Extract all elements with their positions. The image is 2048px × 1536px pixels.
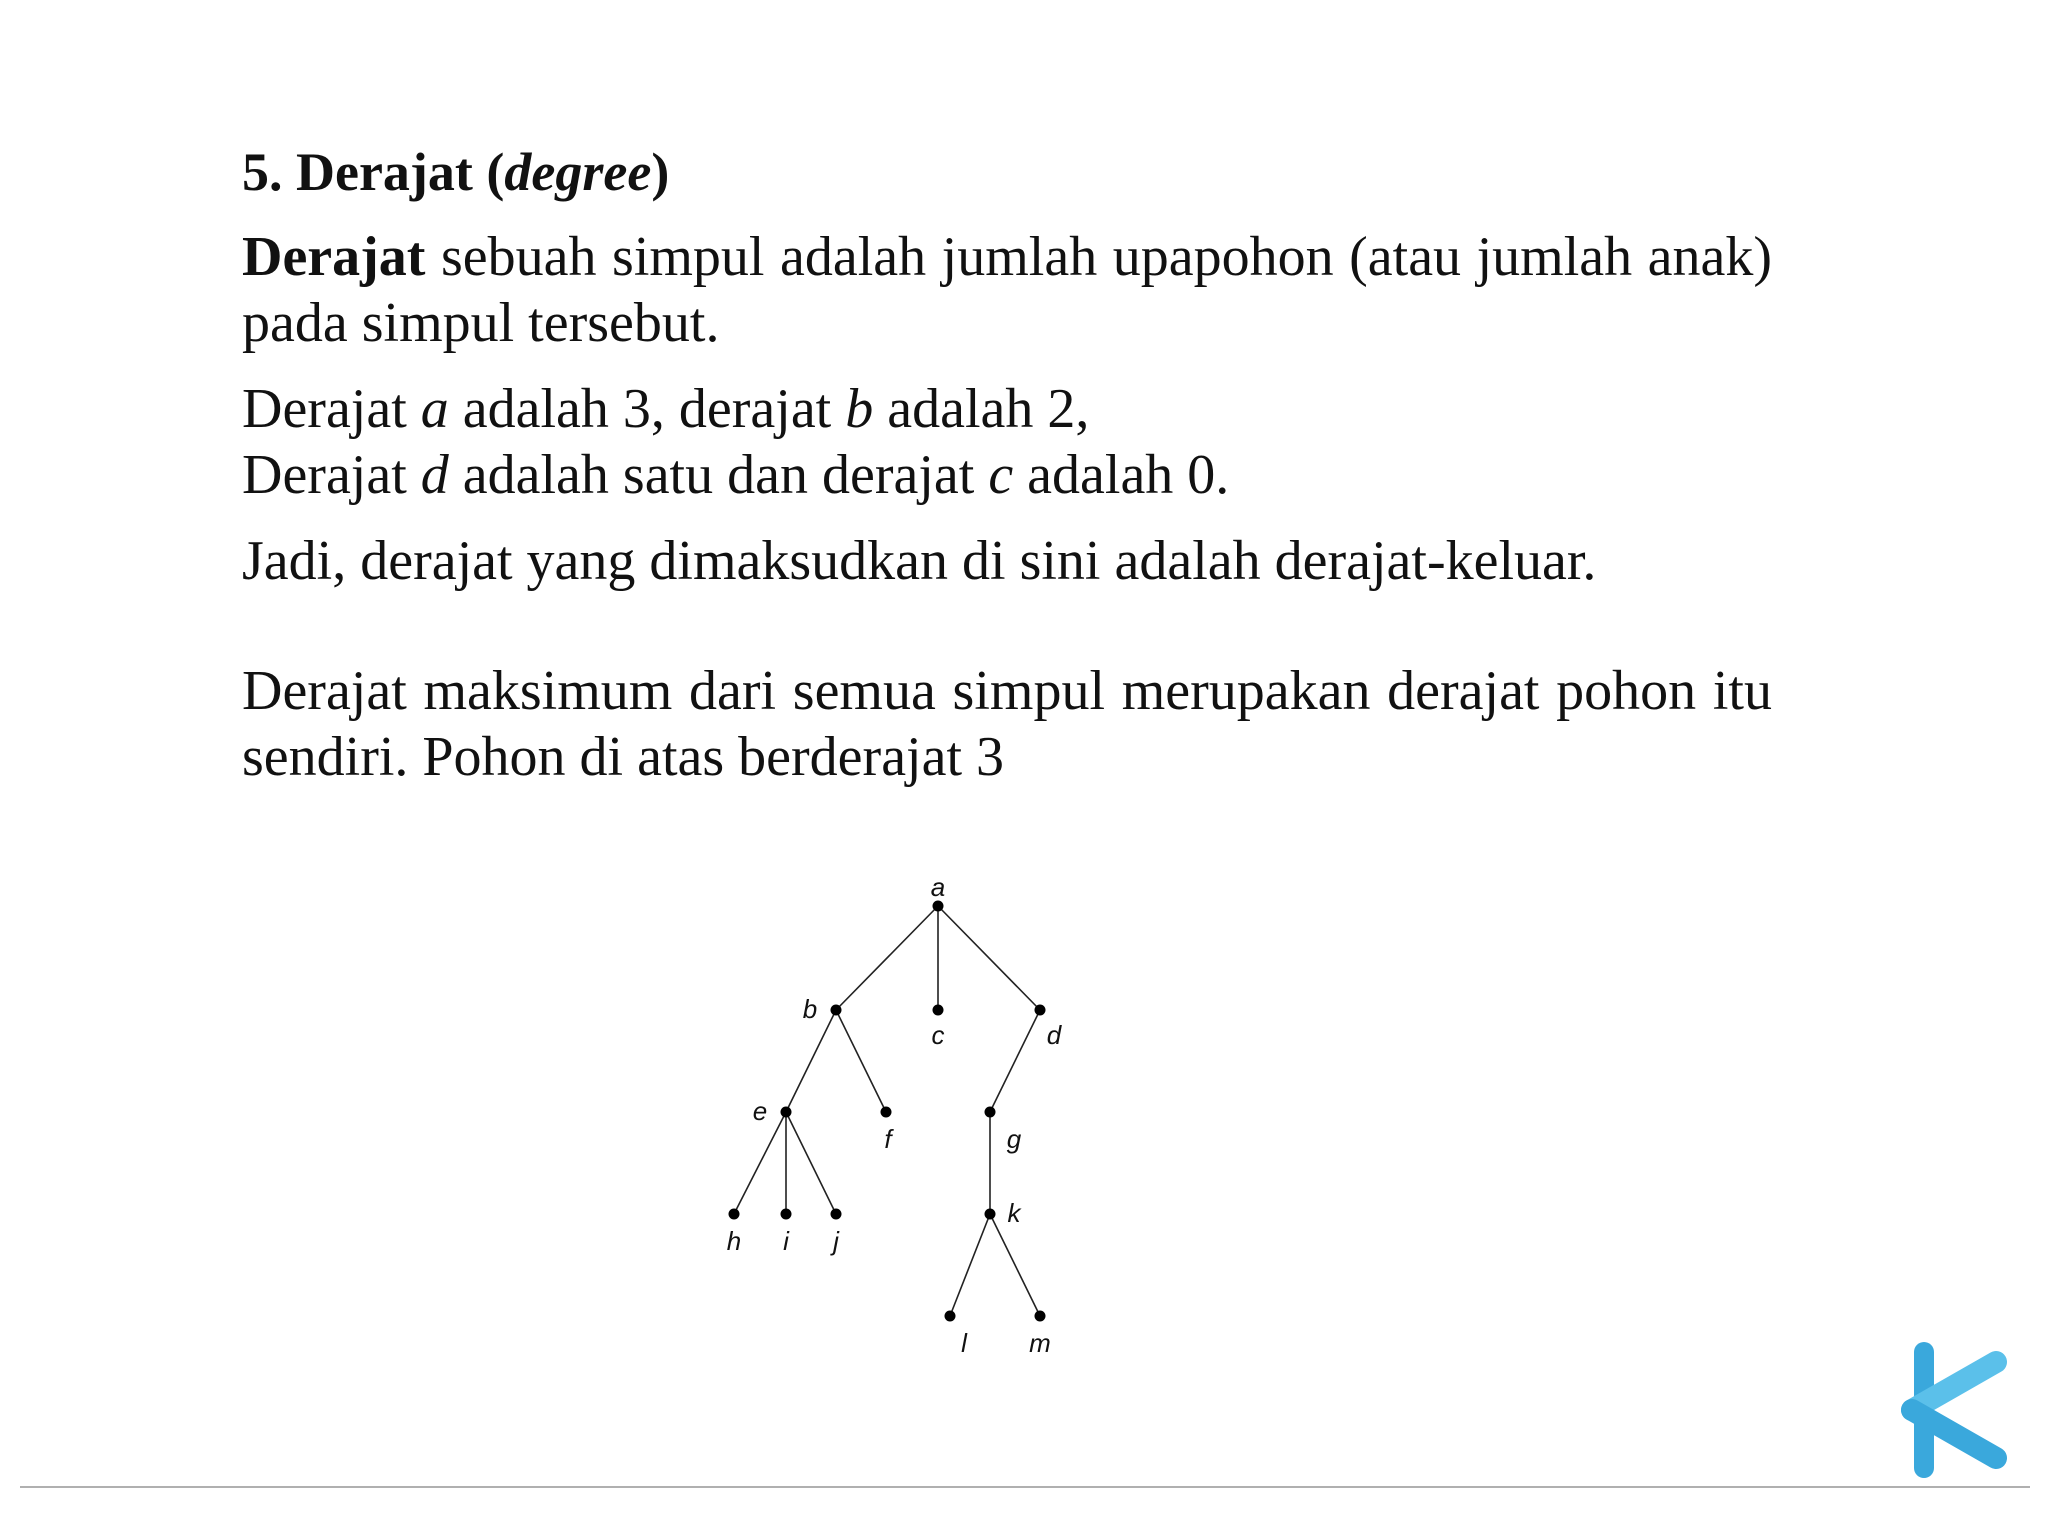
tree-node-label-m: m — [1029, 1328, 1051, 1358]
examples-text: adalah satu dan derajat — [448, 444, 989, 506]
definition-term: Derajat — [242, 226, 426, 288]
tree-node-label-g: g — [1006, 1124, 1022, 1154]
tree-edge-b-f — [836, 1010, 886, 1112]
examples-text: adalah 2, — [873, 378, 1090, 440]
examples-text: Derajat — [242, 444, 421, 506]
tree-node-g — [985, 1107, 996, 1118]
conclusion-paragraph: Jadi, derajat yang dimaksudkan di sini adalah derajat-keluar. — [242, 530, 1597, 592]
examples-var: b — [845, 378, 874, 440]
tree-edge-e-j — [786, 1112, 836, 1214]
tree-edge-k-m — [990, 1214, 1040, 1316]
tree-edge-d-g — [990, 1010, 1040, 1112]
tree-node-l — [945, 1311, 956, 1322]
tree-node-label-a: a — [930, 872, 946, 902]
footer-divider — [20, 1486, 2030, 1488]
tree-node-label-d: d — [1046, 1020, 1062, 1050]
heading-term: degree — [504, 142, 652, 202]
examples-text: adalah 3, derajat — [448, 378, 846, 440]
max-degree-paragraph: Derajat maksimum dari semua simpul merupakan derajat pohon itu sendiri. Pohon di atas berderajat 3 — [242, 660, 1772, 788]
examples-text: adalah 0. — [1013, 444, 1230, 506]
tree-node-label-b: b — [802, 994, 818, 1024]
tree-node-e — [781, 1107, 792, 1118]
tree-nodes — [726, 901, 1046, 1322]
tree-edge-a-b — [836, 906, 938, 1010]
tree-node-m — [1035, 1311, 1046, 1322]
tree-node-label-j: j — [833, 1226, 839, 1256]
tree-node-label-h: h — [726, 1226, 742, 1256]
tree-node-label-c: c — [931, 1020, 945, 1050]
heading-prefix: 5. Derajat ( — [242, 142, 505, 202]
tree-node-h — [729, 1209, 740, 1220]
tree-node-k — [985, 1209, 996, 1220]
tree-edge-a-d — [938, 906, 1040, 1010]
tree-edge-e-h — [734, 1112, 786, 1214]
tree-labels — [727, 872, 1063, 1358]
tree-node-d — [1035, 1005, 1046, 1016]
tree-node-c — [933, 1005, 944, 1016]
examples-text: Derajat — [242, 378, 421, 440]
tree-node-label-k: k — [1007, 1198, 1021, 1228]
tree-edge-k-l — [950, 1214, 990, 1316]
brand-logo-icon — [1900, 1340, 2010, 1480]
tree-node-i — [781, 1209, 792, 1220]
examples-var: a — [420, 378, 449, 440]
examples-var: c — [988, 444, 1014, 506]
tree-node-a — [933, 901, 944, 912]
heading-suffix: ) — [651, 142, 670, 202]
tree-node-label-e: e — [752, 1096, 768, 1126]
tree-node-label-f: f — [884, 1124, 892, 1154]
examples-var: d — [420, 444, 449, 506]
tree-node-f — [881, 1107, 892, 1118]
tree-edge-b-e — [786, 1010, 836, 1112]
tree-node-b — [831, 1005, 842, 1016]
tree-node-j — [831, 1209, 842, 1220]
tree-node-label-l: l — [961, 1328, 967, 1358]
tree-node-label-i: i — [783, 1226, 789, 1256]
definition-text: sebuah simpul adalah jumlah upapohon (atau jumlah anak) pada simpul tersebut. — [242, 226, 1772, 354]
